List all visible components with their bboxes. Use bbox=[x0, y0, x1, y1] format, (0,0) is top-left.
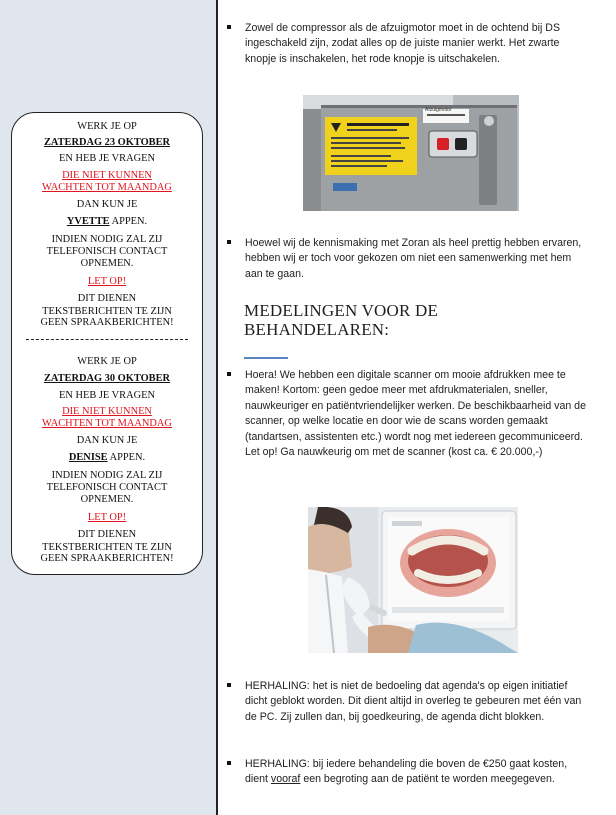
bullet-marker bbox=[227, 372, 231, 376]
heading-underline bbox=[244, 357, 288, 359]
notice2-date: ZATERDAG 30 OKTOBER bbox=[43, 373, 171, 384]
bullet-agenda bbox=[245, 679, 590, 725]
notice2-line12: DIT DIENEN bbox=[77, 529, 137, 540]
bullet-begroting bbox=[245, 757, 590, 788]
column-divider bbox=[216, 0, 218, 815]
notice2-line14: GEEN SPRAAKBERICHTEN! bbox=[40, 553, 174, 564]
bullet-scanner-text: Hoera! We hebben een digitale scanner om mooie afdrukken mee te maken! Kortom: geen gedoe meer met afdrukmaterialen, sneller, nauwkeuriger en patiëntvriendelijker werken. De beschikbaarheid van de scanner, op welke locatie en door wie de scans worden gemaakt (tandartsen, assistenten etc.) wordt nog met iedereen gecommuniceerd. Let op! Ga nauwkeurig om met de scanner (kost ca. € 20.000,-) bbox=[245, 369, 586, 459]
bullet-zoran-text: Hoewel wij de kennismaking met Zoran als heel prettig hebben ervaren, hebben wij er toch voor gekozen om niet een samenwerking met hem aan te gaan. bbox=[245, 237, 582, 280]
notice2-line9: TELEFONISCH CONTACT bbox=[46, 482, 168, 493]
dental-scanner-illustration bbox=[308, 507, 518, 653]
notice1-line8: INDIEN NODIG ZAL ZIJ bbox=[51, 234, 163, 245]
photo-sticker-label: Afzuigmotor bbox=[425, 107, 452, 113]
notice1-name-line bbox=[12, 216, 202, 228]
notice1-line14: GEEN SPRAAKBERICHTEN! bbox=[40, 317, 174, 328]
notice2-name-line bbox=[12, 452, 202, 464]
bullet-agenda-text: HERHALING: het is niet de bedoeling dat agenda's op eigen initiatief dicht geblokt worden. Dit dient altijd in overleg te gebeuren met één van de PC. Zij zullen dan, bij goedkeuring, de agenda dicht blokken. bbox=[245, 680, 582, 723]
notice2-line10: OPNEMEN. bbox=[80, 494, 134, 505]
notice2-line13: TEKSTBERICHTEN TE ZIJN bbox=[42, 542, 172, 553]
notice1-red2: WACHTEN TOT MAANDAG bbox=[42, 182, 172, 193]
compressor-switch-illustration bbox=[303, 95, 519, 211]
notice2-line1: WERK JE OP bbox=[77, 356, 137, 367]
notice1-line1: WERK JE OP bbox=[77, 121, 137, 132]
bullet-begroting-text-underlined: vooraf bbox=[270, 773, 301, 786]
bullet-zoran bbox=[245, 236, 590, 282]
notice1-line12: DIT DIENEN bbox=[77, 293, 137, 304]
notice1-line10: OPNEMEN. bbox=[80, 258, 134, 269]
weekend-notice-box bbox=[11, 112, 203, 575]
bullet-compressor-text: Zowel de compressor als de afzuigmotor moet in de ochtend bij DS ingeschakeld zijn, zodat alles op de juiste manier werkt. Het zwarte knopje is inschakelen, het rode knopje is uitschakelen. bbox=[245, 22, 561, 65]
notice2-name-suffix: APPEN. bbox=[107, 452, 146, 463]
notice-dashed-separator bbox=[26, 339, 188, 340]
notice1-line9: TELEFONISCH CONTACT bbox=[46, 246, 168, 257]
compressor-switch-photo bbox=[303, 95, 519, 211]
notice1-red1: DIE NIET KUNNEN bbox=[62, 170, 152, 181]
section-heading: MEDELINGEN VOOR DE BEHANDELAREN: bbox=[244, 301, 439, 339]
bullet-marker bbox=[227, 761, 231, 765]
notice2-red1: DIE NIET KUNNEN bbox=[62, 406, 152, 417]
notice1-line3: EN HEB JE VRAGEN bbox=[59, 153, 155, 164]
notice1-date: ZATERDAG 23 OKTOBER bbox=[43, 137, 171, 148]
bullet-scanner bbox=[245, 368, 590, 460]
notice2-red2: WACHTEN TOT MAANDAG bbox=[42, 418, 172, 429]
bullet-compressor bbox=[245, 21, 590, 67]
dental-scanner-photo bbox=[308, 507, 518, 653]
bullet-marker bbox=[227, 240, 231, 244]
notice2-name: DENISE bbox=[68, 452, 108, 463]
notice2-line8: INDIEN NODIG ZAL ZIJ bbox=[51, 470, 163, 481]
bullet-begroting-text-pre: HERHALING: bij iedere behandeling die boven de €250 gaat kosten, dient bbox=[245, 758, 568, 786]
notice2-line6: DAN KUN JE bbox=[76, 435, 138, 446]
notice1-name-suffix: APPEN. bbox=[109, 216, 148, 227]
bullet-begroting-text-post: een begroting aan de patiënt te worden meegegeven. bbox=[300, 773, 555, 786]
notice1-line6: DAN KUN JE bbox=[76, 199, 138, 210]
notice1-line13: TEKSTBERICHTEN TE ZIJN bbox=[42, 306, 172, 317]
notice1-letop: LET OP! bbox=[87, 276, 127, 287]
notice1-name: YVETTE bbox=[66, 216, 110, 227]
bullet-marker bbox=[227, 25, 231, 29]
notice2-line3: EN HEB JE VRAGEN bbox=[59, 390, 155, 401]
notice2-letop: LET OP! bbox=[87, 512, 127, 523]
bullet-marker bbox=[227, 683, 231, 687]
